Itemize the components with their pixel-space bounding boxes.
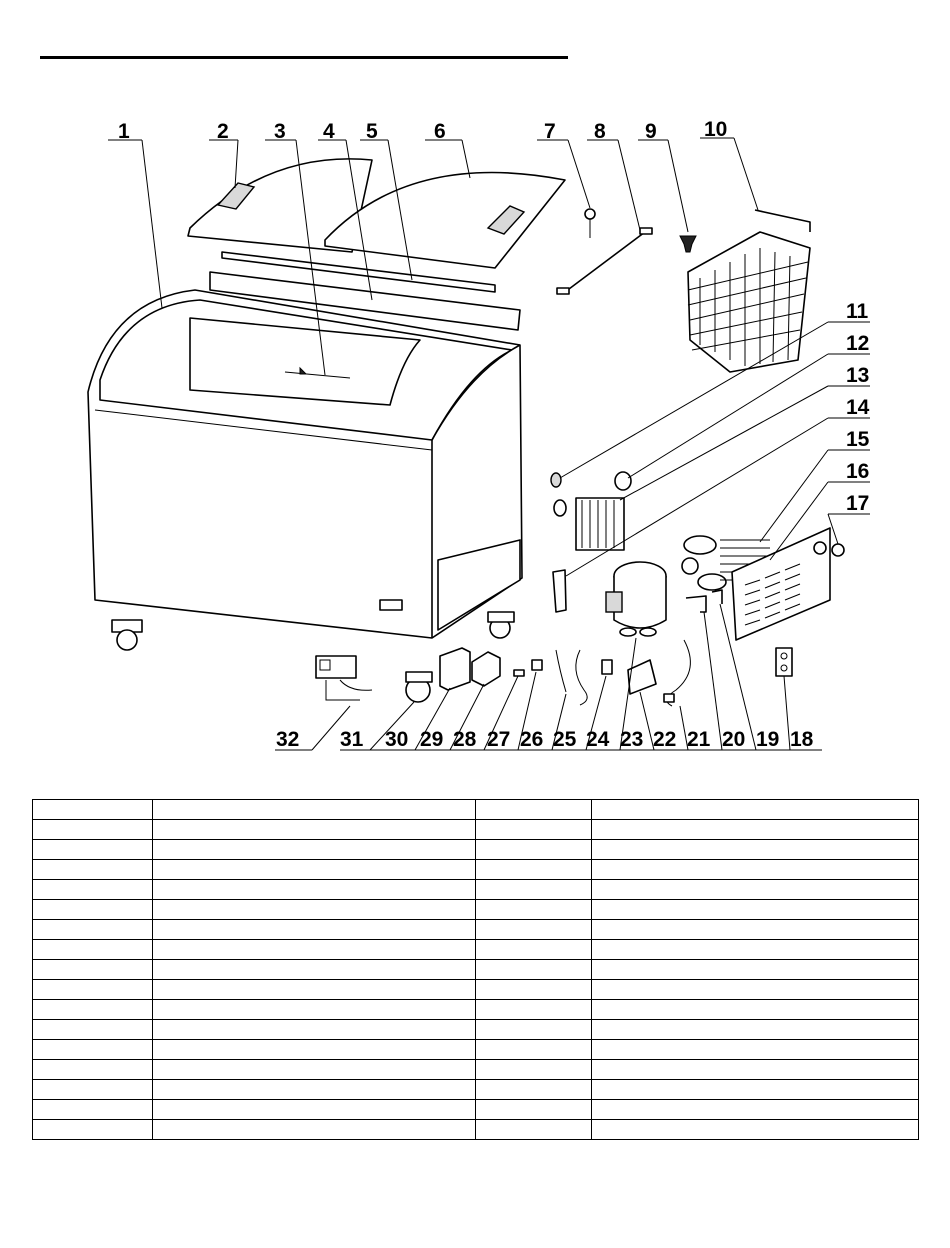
callout-32: 32 bbox=[276, 728, 300, 751]
table-cell bbox=[476, 1040, 592, 1060]
table-row bbox=[33, 820, 919, 840]
power-cord bbox=[664, 640, 690, 706]
table-cell bbox=[33, 860, 153, 880]
table-row bbox=[33, 1060, 919, 1080]
table-cell bbox=[33, 1120, 153, 1140]
callout-20: 20 bbox=[722, 728, 746, 751]
callout-11: 11 bbox=[846, 300, 869, 323]
wire-basket bbox=[688, 210, 810, 372]
callout-19: 19 bbox=[756, 728, 780, 751]
table-row bbox=[33, 1020, 919, 1040]
callout-1: 1 bbox=[118, 120, 130, 143]
table-cell bbox=[33, 800, 153, 820]
table-row bbox=[33, 960, 919, 980]
table-cell bbox=[33, 980, 153, 1000]
table-cell bbox=[592, 1040, 919, 1060]
table-cell bbox=[33, 920, 153, 940]
table-cell bbox=[476, 1020, 592, 1040]
callout-2: 2 bbox=[217, 120, 229, 143]
callout-6: 6 bbox=[434, 120, 446, 143]
table-cell bbox=[592, 860, 919, 880]
callout-23: 23 bbox=[620, 728, 644, 751]
lid-stay-rod bbox=[557, 228, 652, 294]
callout-13: 13 bbox=[846, 364, 870, 387]
callout-25: 25 bbox=[553, 728, 577, 751]
small-connector bbox=[514, 670, 524, 676]
table-cell bbox=[153, 1060, 476, 1080]
table-cell bbox=[33, 1040, 153, 1060]
table-cell bbox=[476, 1080, 592, 1100]
table-cell bbox=[592, 900, 919, 920]
side-grille bbox=[554, 498, 624, 550]
basket-clip bbox=[680, 236, 696, 252]
table-cell bbox=[153, 920, 476, 940]
lock-key bbox=[585, 209, 595, 238]
table-cell bbox=[153, 840, 476, 860]
start-relay bbox=[602, 660, 612, 674]
callout-3: 3 bbox=[274, 120, 286, 143]
callout-31: 31 bbox=[340, 728, 364, 751]
table-row bbox=[33, 1120, 919, 1140]
table-cell bbox=[153, 1000, 476, 1020]
table-cell bbox=[153, 880, 476, 900]
table-cell bbox=[476, 1060, 592, 1080]
callout-28: 28 bbox=[453, 728, 477, 751]
terminal-cover bbox=[472, 652, 500, 686]
table-cell bbox=[33, 1080, 153, 1100]
callout-15: 15 bbox=[846, 428, 870, 451]
callout-17: 17 bbox=[846, 492, 870, 515]
table-row bbox=[33, 940, 919, 960]
table-cell bbox=[33, 940, 153, 960]
callout-16: 16 bbox=[846, 460, 870, 483]
table-row bbox=[33, 860, 919, 880]
fan-bracket bbox=[686, 590, 722, 612]
hinge-plug bbox=[551, 473, 561, 487]
callout-18: 18 bbox=[790, 728, 814, 751]
table-cell bbox=[592, 880, 919, 900]
callout-29: 29 bbox=[420, 728, 444, 751]
callout-24: 24 bbox=[586, 728, 610, 751]
table-cell bbox=[476, 1100, 592, 1120]
table-row bbox=[33, 880, 919, 900]
table-cell bbox=[153, 1080, 476, 1100]
table-cell bbox=[592, 1120, 919, 1140]
table-row bbox=[33, 1080, 919, 1100]
table-cell bbox=[476, 900, 592, 920]
control-plate bbox=[776, 648, 792, 676]
callout-10: 10 bbox=[704, 118, 728, 141]
callout-27: 27 bbox=[487, 728, 511, 751]
table-row bbox=[33, 1100, 919, 1120]
table-cell bbox=[592, 920, 919, 940]
electrical-box bbox=[440, 648, 470, 690]
table-cell bbox=[153, 1100, 476, 1120]
table-row bbox=[33, 1040, 919, 1060]
table-row bbox=[33, 920, 919, 940]
caster-rear bbox=[488, 612, 514, 638]
caster-left bbox=[112, 620, 142, 650]
table-cell bbox=[33, 820, 153, 840]
table-cell bbox=[592, 940, 919, 960]
table-cell bbox=[476, 1000, 592, 1020]
table-cell bbox=[33, 1060, 153, 1080]
table-cell bbox=[153, 1040, 476, 1060]
callout-9: 9 bbox=[645, 120, 657, 143]
table-cell bbox=[476, 940, 592, 960]
table-cell bbox=[153, 820, 476, 840]
callout-12: 12 bbox=[846, 332, 870, 355]
drain-tube bbox=[553, 570, 566, 612]
table-cell bbox=[153, 900, 476, 920]
table-row bbox=[33, 800, 919, 820]
table-cell bbox=[476, 880, 592, 900]
callout-26: 26 bbox=[520, 728, 544, 751]
freezer-cabinet bbox=[88, 290, 522, 638]
callout-30: 30 bbox=[385, 728, 409, 751]
wire-harness bbox=[556, 650, 587, 705]
table-cell bbox=[153, 960, 476, 980]
table-cell bbox=[33, 840, 153, 860]
callout-14: 14 bbox=[846, 396, 870, 419]
terminal-clip bbox=[532, 660, 542, 670]
table-cell bbox=[33, 1100, 153, 1120]
table-cell bbox=[476, 840, 592, 860]
table-cell bbox=[33, 1020, 153, 1040]
drain-cap bbox=[615, 472, 631, 490]
table-cell bbox=[592, 800, 919, 820]
table-cell bbox=[153, 980, 476, 1000]
caster-front bbox=[406, 672, 432, 702]
table-cell bbox=[592, 1100, 919, 1120]
table-cell bbox=[476, 980, 592, 1000]
callout-7: 7 bbox=[544, 120, 556, 143]
table-cell bbox=[153, 1120, 476, 1140]
table-cell bbox=[592, 1020, 919, 1040]
table-cell bbox=[592, 1060, 919, 1080]
table-row bbox=[33, 840, 919, 860]
table-cell bbox=[33, 960, 153, 980]
compressor-back-panel bbox=[732, 528, 844, 640]
parts-list-table bbox=[32, 799, 919, 1140]
table-cell bbox=[476, 800, 592, 820]
table-cell bbox=[592, 820, 919, 840]
table-cell bbox=[592, 1080, 919, 1100]
callout-5: 5 bbox=[366, 120, 378, 143]
table-cell bbox=[153, 940, 476, 960]
table-cell bbox=[592, 960, 919, 980]
table-row bbox=[33, 980, 919, 1000]
callout-8: 8 bbox=[594, 120, 606, 143]
table-row bbox=[33, 1000, 919, 1020]
digital-thermostat bbox=[316, 656, 372, 700]
callout-22: 22 bbox=[653, 728, 677, 751]
table-cell bbox=[592, 980, 919, 1000]
table-cell bbox=[476, 820, 592, 840]
table-cell bbox=[592, 1000, 919, 1020]
table-cell bbox=[33, 1000, 153, 1020]
table-cell bbox=[153, 860, 476, 880]
table-cell bbox=[592, 840, 919, 860]
callout-21: 21 bbox=[687, 728, 711, 751]
table-cell bbox=[476, 960, 592, 980]
table-cell bbox=[33, 880, 153, 900]
table-cell bbox=[153, 1020, 476, 1040]
table-cell bbox=[153, 800, 476, 820]
table-cell bbox=[476, 1120, 592, 1140]
table-cell bbox=[33, 900, 153, 920]
table-cell bbox=[476, 920, 592, 940]
callout-4: 4 bbox=[323, 120, 335, 143]
table-row bbox=[33, 900, 919, 920]
table-cell bbox=[476, 860, 592, 880]
compressor bbox=[606, 562, 666, 636]
